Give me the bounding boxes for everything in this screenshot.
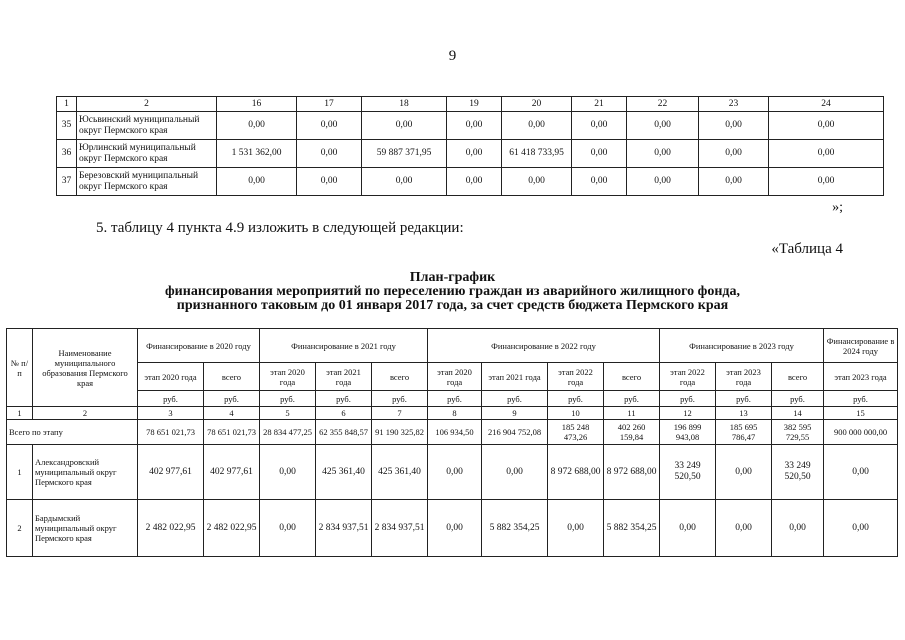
value-cell: 402 977,61 — [138, 445, 204, 500]
value-cell: 2 834 937,51 — [316, 500, 372, 557]
unit-cell: руб. — [772, 391, 824, 407]
total-cell: 185 248 473,26 — [548, 420, 604, 445]
column-number-row — [7, 407, 898, 420]
total-cell: 382 595 729,55 — [772, 420, 824, 445]
row-number: 2 — [7, 500, 33, 557]
stage-header: этап 2022 года — [548, 363, 604, 391]
unit-cell: руб. — [660, 391, 716, 407]
stage-header: этап 2020 года — [138, 363, 204, 391]
total-cell: 62 355 848,57 — [316, 420, 372, 445]
stage-header: всего — [372, 363, 428, 391]
header-2021: Финансирование в 2021 году — [260, 329, 428, 363]
value-cell: 5 882 354,25 — [482, 500, 548, 557]
header-cell: 2 — [77, 97, 217, 112]
table-cell: 0,00 — [699, 140, 769, 168]
table-cell: 36 — [57, 140, 77, 168]
total-cell: 78 651 021,73 — [204, 420, 260, 445]
value-cell: 8 972 688,00 — [604, 445, 660, 500]
continued-table — [56, 96, 884, 196]
table-cell: 0,00 — [447, 140, 502, 168]
column-number: 7 — [372, 407, 428, 420]
table-header-row — [57, 97, 884, 112]
column-number: 15 — [824, 407, 898, 420]
column-number: 11 — [604, 407, 660, 420]
unit-cell: руб. — [548, 391, 604, 407]
stage-header: всего — [204, 363, 260, 391]
value-cell: 0,00 — [260, 500, 316, 557]
district-name: Юсьвинский муниципальный округ Пермского края — [77, 112, 217, 140]
district-name: Березовский муниципальный округ Пермского края — [77, 168, 217, 196]
column-number: 5 — [260, 407, 316, 420]
table-cell: 0,00 — [627, 112, 699, 140]
district-name: Александровский муниципальный округ Пермского края — [33, 445, 138, 500]
unit-cell: руб. — [372, 391, 428, 407]
column-number: 12 — [660, 407, 716, 420]
value-cell: 33 249 520,50 — [772, 445, 824, 500]
header-cell: 24 — [769, 97, 884, 112]
table-cell: 0,00 — [627, 140, 699, 168]
column-number: 3 — [138, 407, 204, 420]
table-row — [57, 140, 884, 168]
unit-cell: руб. — [204, 391, 260, 407]
header-2022: Финансирование в 2022 году — [428, 329, 660, 363]
header-cell: 21 — [572, 97, 627, 112]
column-number: 6 — [316, 407, 372, 420]
table-cell: 0,00 — [502, 168, 572, 196]
table-cell: 0,00 — [297, 168, 362, 196]
total-label: Всего по этапу — [7, 420, 138, 445]
header-name: Наименование муниципального образования Пермского края — [33, 329, 138, 407]
stage-header: этап 2021 года — [482, 363, 548, 391]
table-cell: 0,00 — [572, 168, 627, 196]
total-cell: 900 000 000,00 — [824, 420, 898, 445]
table-cell: 61 418 733,95 — [502, 140, 572, 168]
total-row — [7, 420, 898, 445]
total-cell: 106 934,50 — [428, 420, 482, 445]
table-cell: 0,00 — [769, 168, 884, 196]
unit-cell: руб. — [260, 391, 316, 407]
value-cell: 0,00 — [716, 500, 772, 557]
total-cell: 216 904 752,08 — [482, 420, 548, 445]
unit-cell: руб. — [604, 391, 660, 407]
value-cell: 0,00 — [824, 445, 898, 500]
row-number: 1 — [7, 445, 33, 500]
unit-cell: руб. — [316, 391, 372, 407]
header-cell: 23 — [699, 97, 769, 112]
table-cell: 0,00 — [362, 168, 447, 196]
table-cell: 1 531 362,00 — [217, 140, 297, 168]
table-cell: 0,00 — [502, 112, 572, 140]
total-cell: 91 190 325,82 — [372, 420, 428, 445]
unit-row — [7, 391, 898, 407]
table-cell: 0,00 — [769, 140, 884, 168]
total-cell: 196 899 943,08 — [660, 420, 716, 445]
header-2023: Финансирование в 2023 году — [660, 329, 824, 363]
value-cell: 33 249 520,50 — [660, 445, 716, 500]
table-row — [57, 168, 884, 196]
header-cell: 18 — [362, 97, 447, 112]
table-cell: 0,00 — [572, 140, 627, 168]
table-cell: 0,00 — [769, 112, 884, 140]
unit-cell: руб. — [138, 391, 204, 407]
table-row — [7, 445, 898, 500]
table-cell: 0,00 — [217, 112, 297, 140]
column-number: 10 — [548, 407, 604, 420]
table-cell: 35 — [57, 112, 77, 140]
column-number: 2 — [33, 407, 138, 420]
district-name: Бардымский муниципальный округ Пермского края — [33, 500, 138, 557]
value-cell: 0,00 — [548, 500, 604, 557]
subheader-row — [7, 363, 898, 391]
table-cell: 0,00 — [217, 168, 297, 196]
header-cell: 17 — [297, 97, 362, 112]
table-cell: 0,00 — [447, 112, 502, 140]
table-cell: 0,00 — [362, 112, 447, 140]
value-cell: 5 882 354,25 — [604, 500, 660, 557]
header-2020: Финансирование в 2020 году — [138, 329, 260, 363]
value-cell: 425 361,40 — [316, 445, 372, 500]
table-cell: 0,00 — [447, 168, 502, 196]
title-line: План-график — [409, 270, 496, 285]
value-cell: 0,00 — [482, 445, 548, 500]
value-cell: 0,00 — [824, 500, 898, 557]
value-cell: 0,00 — [716, 445, 772, 500]
unit-cell: руб. — [428, 391, 482, 407]
stage-header: всего — [772, 363, 824, 391]
table-row — [7, 500, 898, 557]
title-line: финансирования мероприятий по переселению граждан из аварийного жилищного фонда, — [165, 284, 740, 299]
header-num: № п/п — [7, 329, 33, 407]
stage-header: всего — [604, 363, 660, 391]
value-cell: 0,00 — [772, 500, 824, 557]
page-number: 9 — [448, 48, 457, 64]
header-cell: 1 — [57, 97, 77, 112]
table-cell: 0,00 — [297, 112, 362, 140]
header-cell: 16 — [217, 97, 297, 112]
table-cell: 37 — [57, 168, 77, 196]
column-number: 13 — [716, 407, 772, 420]
total-cell: 402 260 159,84 — [604, 420, 660, 445]
total-cell: 185 695 786,47 — [716, 420, 772, 445]
column-number: 9 — [482, 407, 548, 420]
unit-cell: руб. — [824, 391, 898, 407]
column-number: 14 — [772, 407, 824, 420]
value-cell: 8 972 688,00 — [548, 445, 604, 500]
stage-header: этап 2020 года — [260, 363, 316, 391]
value-cell: 402 977,61 — [204, 445, 260, 500]
financing-schedule-table — [6, 328, 898, 557]
table-cell: 59 887 371,95 — [362, 140, 447, 168]
column-number: 1 — [7, 407, 33, 420]
value-cell: 0,00 — [660, 500, 716, 557]
value-cell: 0,00 — [428, 445, 482, 500]
value-cell: 2 482 022,95 — [138, 500, 204, 557]
stage-header: этап 2023 года — [824, 363, 898, 391]
table-cell: 0,00 — [699, 112, 769, 140]
table-cell: 0,00 — [699, 168, 769, 196]
header-cell: 20 — [502, 97, 572, 112]
total-cell: 28 834 477,25 — [260, 420, 316, 445]
value-cell: 0,00 — [260, 445, 316, 500]
column-number: 4 — [204, 407, 260, 420]
value-cell: 2 834 937,51 — [372, 500, 428, 557]
closing-mark: »; — [832, 200, 843, 215]
value-cell: 0,00 — [428, 500, 482, 557]
table-cell: 0,00 — [627, 168, 699, 196]
unit-cell: руб. — [482, 391, 548, 407]
table-cell: 0,00 — [572, 112, 627, 140]
value-cell: 2 482 022,95 — [204, 500, 260, 557]
header-cell: 22 — [627, 97, 699, 112]
title-line: признанного таковым до 01 января 2017 года, за счет средств бюджета Пермского края — [176, 298, 729, 313]
header-cell: 19 — [447, 97, 502, 112]
value-cell: 425 361,40 — [372, 445, 428, 500]
header-2024: Финансирование в 2024 году — [824, 329, 898, 363]
stage-header: этап 2023 года — [716, 363, 772, 391]
instruction-text: 5. таблицу 4 пункта 4.9 изложить в следующей редакции: — [96, 220, 464, 236]
total-cell: 78 651 021,73 — [138, 420, 204, 445]
table-row — [57, 112, 884, 140]
table-label: «Таблица 4 — [771, 241, 843, 257]
district-name: Юрлинский муниципальный округ Пермского края — [77, 140, 217, 168]
table-cell: 0,00 — [297, 140, 362, 168]
column-number: 8 — [428, 407, 482, 420]
document-title — [0, 271, 905, 313]
unit-cell: руб. — [716, 391, 772, 407]
stage-header: этап 2021 года — [316, 363, 372, 391]
stage-header: этап 2022 года — [660, 363, 716, 391]
stage-header: этап 2020 года — [428, 363, 482, 391]
